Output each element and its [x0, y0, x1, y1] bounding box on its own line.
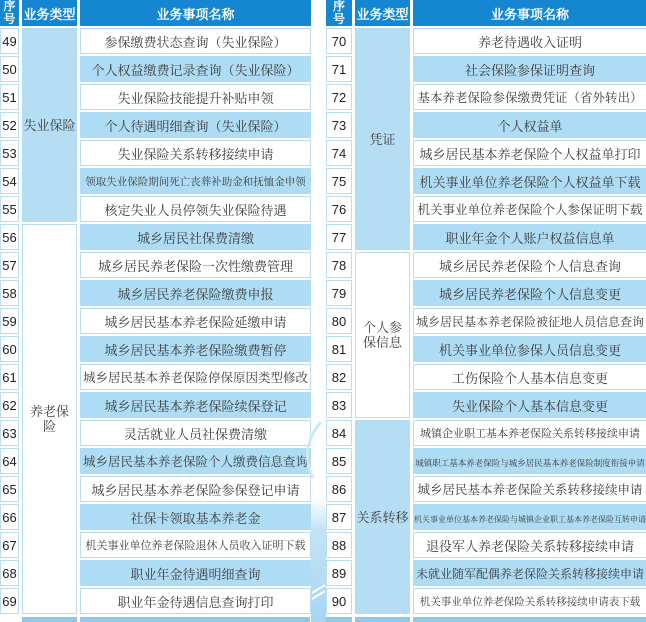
row-number-cell: 82	[326, 364, 352, 390]
row-number-cell: 58	[0, 280, 19, 306]
row-number-cell: 73	[326, 112, 352, 138]
business-item-cell	[413, 420, 646, 446]
business-item-label: 失业保险关系转移接续申请	[117, 146, 274, 162]
business-item-label: 城乡居民基本养老保险个人权益单打印	[419, 146, 641, 162]
wave-decoration	[299, 420, 323, 480]
business-item-label: 机关事业单位养老保险个人参保证明下载	[417, 203, 643, 217]
business-item-cell	[413, 140, 646, 166]
row-number-cell: 89	[326, 560, 352, 586]
business-item-cell	[80, 476, 311, 502]
business-item-cell	[80, 420, 311, 446]
row-number-cell: 50	[0, 56, 19, 82]
row-number-cell: 62	[0, 392, 19, 418]
row-number-cell: 64	[0, 448, 19, 474]
service-table-right	[326, 0, 646, 622]
business-item-label: 城乡居民基本养老保险被征地人员信息查询	[415, 314, 644, 329]
business-item-label: 机关事业单位参保人员信息变更	[438, 342, 621, 358]
row-number-cell: 77	[326, 224, 352, 250]
row-number-cell: 81	[326, 336, 352, 362]
business-type-cell	[22, 224, 77, 614]
business-item-cell	[80, 252, 311, 278]
business-type-label: 养老保险	[29, 404, 69, 434]
business-item-label: 基本养老保险参保缴费凭证（省外转出）	[417, 91, 643, 105]
row-number-cell: 52	[0, 112, 19, 138]
row-number-cell: 80	[326, 308, 352, 334]
business-item-cell	[413, 364, 646, 390]
table-row	[326, 420, 646, 446]
business-type-label: 个人参保信息	[362, 320, 402, 350]
row-number-cell: 63	[0, 420, 19, 446]
business-item-cell	[413, 28, 646, 54]
business-item-label: 城乡居民基本养老保险缴费暂停	[104, 342, 287, 358]
business-type-cell	[22, 28, 77, 222]
business-item-label: 个人待遇明细查询（失业保险）	[104, 118, 287, 134]
business-item-cell	[80, 560, 311, 586]
row-number-cell: 78	[326, 252, 352, 278]
business-item-cell	[413, 560, 646, 586]
table-row	[326, 252, 646, 278]
business-item-cell	[80, 308, 311, 334]
row-number-cell: 90	[326, 588, 352, 614]
business-type-cell	[355, 28, 410, 250]
business-type-label: 失业保险	[23, 117, 76, 133]
row-number-cell: 49	[0, 28, 19, 54]
table-row	[326, 28, 646, 54]
business-item-cell	[413, 448, 646, 474]
business-item-cell	[80, 504, 311, 530]
row-number-cell: 83	[326, 392, 352, 418]
business-item-cell	[413, 56, 646, 82]
business-item-cell	[80, 448, 311, 474]
business-item-label: 城乡居民基本养老保险个人缴费信息查询	[82, 455, 308, 469]
business-item-cell	[80, 196, 311, 222]
business-item-cell	[80, 336, 311, 362]
business-item-label: 养老待遇收入证明	[477, 34, 582, 50]
business-item-cell	[413, 84, 646, 110]
business-item-label: 社会保险参保证明查询	[464, 62, 595, 78]
business-item-label: 城乡居民基本养老保险延缴申请	[104, 314, 287, 330]
business-type-label: 凭证	[369, 131, 396, 147]
business-item-cell	[413, 392, 646, 418]
business-item-label: 灵活就业人员社保费清缴	[123, 426, 267, 442]
business-item-label: 城镇企业职工基本养老保险关系转移接续申请	[420, 428, 640, 440]
row-number-cell: 71	[326, 56, 352, 82]
row-number-cell: 76	[326, 196, 352, 222]
business-item-cell	[413, 308, 646, 334]
row-number-cell: 53	[0, 140, 19, 166]
business-item-label: 城乡居民基本养老保险关系转移接续申请	[417, 483, 643, 497]
divider-break-icon	[311, 580, 326, 600]
business-item-label: 个人权益缴费记录查询（失业保险）	[91, 62, 300, 78]
row-number-cell: 79	[326, 280, 352, 306]
business-item-cell	[80, 364, 311, 390]
business-item-label: 未就业随军配偶养老保险关系转移接续申请	[415, 566, 644, 581]
business-item-cell	[80, 112, 311, 138]
business-item-cell	[413, 196, 646, 222]
table-row	[0, 224, 311, 250]
header-row	[0, 0, 311, 26]
row-number-cell: 60	[0, 336, 19, 362]
business-item-cell	[413, 168, 646, 194]
bottom-cutoff-strip	[355, 617, 410, 622]
business-item-cell	[80, 392, 311, 418]
row-number-cell: 66	[0, 504, 19, 530]
business-item-label: 城乡居民社保费清缴	[136, 230, 254, 246]
business-item-label: 失业保险技能提升补贴申领	[117, 90, 274, 106]
business-item-cell	[413, 252, 646, 278]
business-item-label: 机关事业单位基本养老保险与城镇企业职工基本养老保险互转申请	[414, 514, 646, 524]
column-header-no: 序号	[326, 0, 352, 26]
column-header-no: 序号	[0, 0, 19, 26]
business-item-label: 社保卡领取基本养老金	[130, 510, 261, 526]
row-number-cell: 67	[0, 532, 19, 558]
row-number-cell: 65	[0, 476, 19, 502]
row-number-cell: 55	[0, 196, 19, 222]
business-type-label: 关系转移	[356, 509, 409, 525]
row-number-cell: 54	[0, 168, 19, 194]
business-item-label: 城镇职工基本养老保险与城乡居民基本养老保险制度衔接申请	[415, 457, 645, 468]
row-number-cell: 75	[326, 168, 352, 194]
business-item-cell	[413, 280, 646, 306]
business-item-label: 参保缴费状态查询（失业保险）	[104, 34, 287, 50]
row-number-cell: 87	[326, 504, 352, 530]
business-item-cell	[413, 112, 646, 138]
business-item-label: 职业年金个人账户权益信息单	[445, 230, 615, 246]
business-item-label: 失业保险个人基本信息变更	[451, 398, 608, 414]
row-number-cell: 59	[0, 308, 19, 334]
bottom-cutoff-strip	[22, 617, 77, 622]
column-header-type: 业务类型	[22, 0, 77, 26]
row-number-cell: 88	[326, 532, 352, 558]
table-gap-band	[311, 498, 326, 622]
row-number-cell: 69	[0, 588, 19, 614]
business-type-cell	[355, 420, 410, 614]
business-item-label: 城乡居民养老保险一次性缴费管理	[97, 258, 293, 274]
business-item-label: 职业年金待遇信息查询打印	[117, 594, 274, 610]
business-item-cell	[413, 336, 646, 362]
column-header-type: 业务类型	[355, 0, 410, 26]
business-item-label: 职业年金待遇明细查询	[130, 566, 261, 582]
row-number-cell: 68	[0, 560, 19, 586]
business-item-cell	[80, 84, 311, 110]
business-item-label: 城乡居民养老保险个人信息查询	[438, 258, 621, 274]
business-item-cell	[80, 140, 311, 166]
business-item-label: 机关事业单位养老保险退休人员收入证明下载	[85, 540, 306, 552]
business-item-cell	[413, 504, 646, 530]
business-item-cell	[413, 476, 646, 502]
row-number-cell: 84	[326, 420, 352, 446]
row-number-cell: 70	[326, 28, 352, 54]
column-header-name: 业务事项名称	[413, 0, 646, 26]
business-item-cell	[80, 224, 311, 250]
row-number-cell: 51	[0, 84, 19, 110]
row-number-cell: 86	[326, 476, 352, 502]
business-item-label: 城乡居民养老保险个人信息变更	[438, 286, 621, 302]
business-item-cell	[80, 168, 311, 194]
row-number-cell: 61	[0, 364, 19, 390]
business-item-cell	[80, 588, 311, 614]
row-number-cell: 57	[0, 252, 19, 278]
business-item-cell	[80, 532, 311, 558]
business-item-label: 城乡居民基本养老保险参保登记申请	[91, 482, 300, 498]
business-type-cell	[355, 252, 410, 418]
bottom-cutoff-strip	[413, 617, 646, 622]
row-number-cell: 74	[326, 140, 352, 166]
business-item-label: 城乡居民养老保险缴费申报	[117, 286, 274, 302]
row-number-cell: 72	[326, 84, 352, 110]
header-row	[326, 0, 646, 26]
business-item-label: 机关事业单位养老保险个人权益单下载	[419, 174, 641, 190]
business-item-cell	[413, 224, 646, 250]
business-item-label: 个人权益单	[497, 118, 563, 134]
business-item-label: 退役军人养老保险关系转移接续申请	[425, 538, 634, 554]
bottom-cutoff-strip	[326, 617, 352, 622]
business-item-label: 城乡居民基本养老保险停保原因类型修改	[82, 371, 308, 385]
business-item-label: 核定失业人员停领失业保险待遇	[104, 202, 287, 218]
row-number-cell: 56	[0, 224, 19, 250]
business-item-cell	[80, 280, 311, 306]
column-header-name: 业务事项名称	[80, 0, 311, 26]
service-table-left	[0, 0, 311, 622]
business-item-label: 工伤保险个人基本信息变更	[451, 370, 608, 386]
business-item-cell	[80, 28, 311, 54]
business-item-cell	[413, 588, 646, 614]
row-number-cell: 85	[326, 448, 352, 474]
business-item-label: 领取失业保险期间死亡丧葬补助金和抚恤金申领	[85, 176, 306, 188]
business-item-cell	[413, 532, 646, 558]
business-item-cell	[80, 56, 311, 82]
business-item-label: 城乡居民基本养老保险续保登记	[104, 398, 287, 414]
table-row	[0, 28, 311, 54]
bottom-cutoff-strip	[80, 617, 310, 622]
business-item-label: 机关事业单位养老保险关系转移接续申请表下载	[419, 596, 641, 608]
